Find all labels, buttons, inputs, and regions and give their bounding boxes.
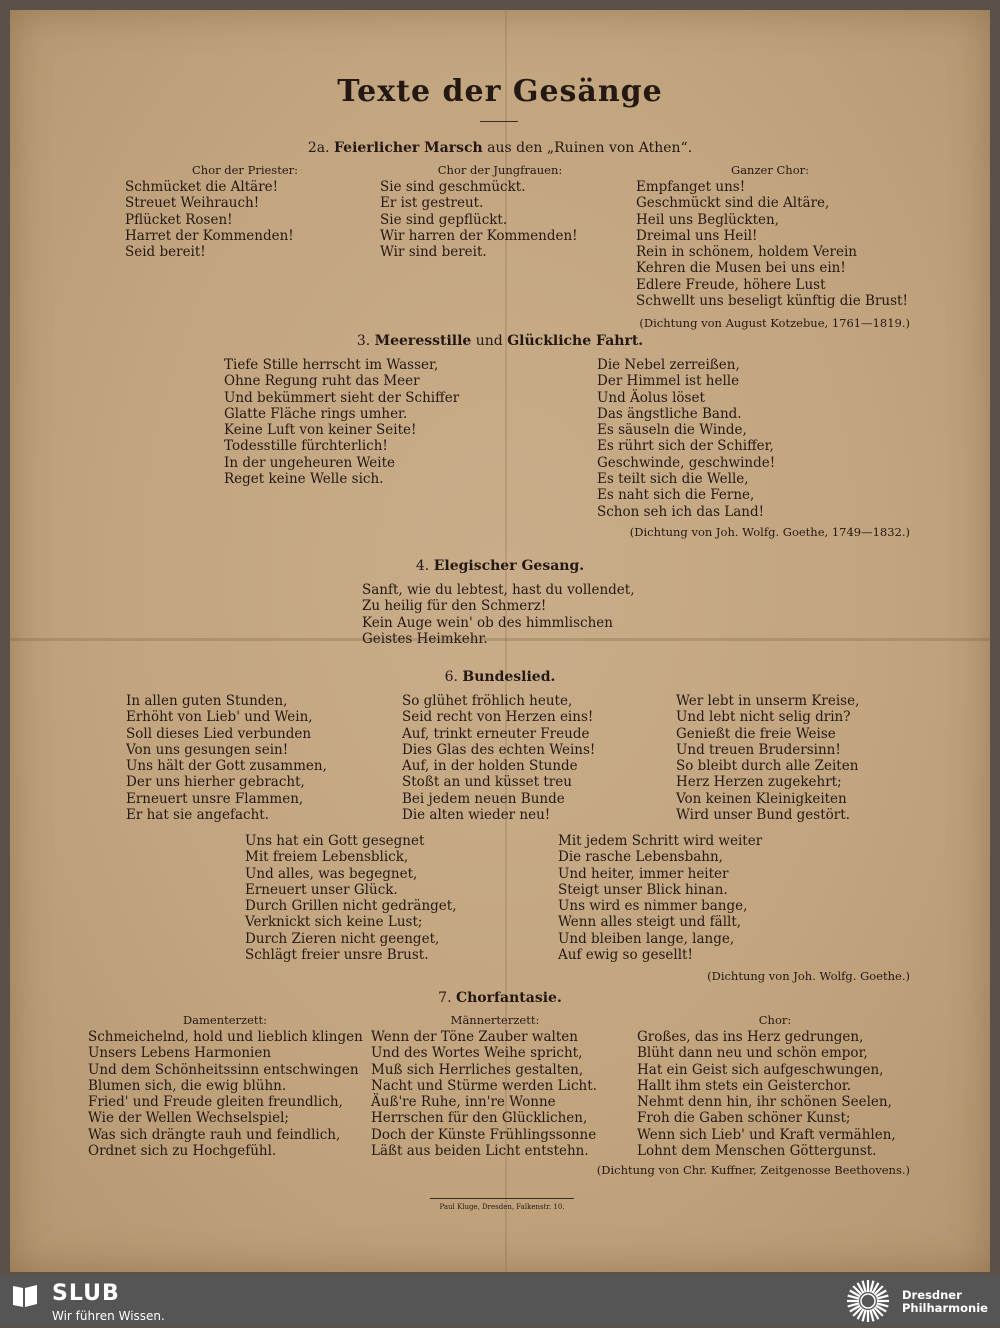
verse-line: Dies Glas des echten Weins! (402, 741, 596, 758)
title-divider (480, 121, 518, 122)
verse-line: In allen guten Stunden, (126, 693, 288, 709)
printer-imprint: Paul Kluge, Dresden, Falkenstr. 10. (430, 1198, 574, 1211)
section-name: Bundeslied. (462, 669, 556, 685)
verse-line: Doch der Künste Frühlingssonne (371, 1126, 597, 1143)
verse-block (125, 179, 294, 260)
section-3-heading (0, 333, 1000, 349)
verse-line: Blüht dann neu und schön empor, (637, 1045, 868, 1062)
verse-line: Es säuseln die Winde, (597, 422, 747, 439)
verse-line: Großes, das ins Herz gedrungen, (637, 1029, 864, 1045)
verse-line: Kehren die Musen bei uns ein! (636, 260, 846, 277)
verse-block (245, 833, 457, 963)
verse-line: Und bleiben lange, lange, (558, 930, 735, 947)
section-number: 7. (438, 990, 452, 1006)
philharmonie-name[interactable] (902, 1289, 988, 1315)
footer-bar (0, 1276, 1000, 1326)
section-number: 3. (356, 333, 371, 349)
verse-block (362, 582, 635, 647)
verse-block (88, 1029, 363, 1159)
verse-line: Was sich drängte rauh und feindlich, (88, 1126, 341, 1143)
verse-line: Hallt ihm stets ein Geisterchor. (637, 1077, 852, 1094)
verse-line: Erhöht von Lieb' und Wein, (126, 709, 313, 726)
verse-line: Durch Grillen nicht gedränget, (245, 898, 457, 915)
verse-line: Froh die Gaben schöner Kunst; (637, 1110, 851, 1127)
verse-line: Und bekümmert sieht der Schiffer (224, 389, 460, 406)
section-name: Elegischer Gesang. (433, 558, 585, 574)
verse-line: Seid bereit! (125, 244, 206, 261)
book-logo-icon[interactable] (12, 1284, 38, 1308)
verse-line: Die alten wieder neu! (402, 807, 551, 824)
section-name: Glückliche Fahrt. (507, 333, 644, 349)
verse-line: Äuß're Ruhe, inn're Wonne (371, 1094, 556, 1111)
verse-line: Von uns gesungen sein! (126, 741, 289, 758)
verse-line: Herz Herzen zugekehrt; (676, 774, 842, 791)
verse-line: Wenn alles steigt und fällt, (558, 914, 742, 931)
verse-line: Von keinen Kleinigkeiten (676, 790, 847, 807)
verse-line: Empfanget uns! (636, 179, 746, 195)
verse-line: Und alles, was begegnet, (245, 865, 418, 882)
author-credit: (Dichtung von Chr. Kuffner, Zeitgenosse Beethovens.) (596, 1163, 910, 1177)
section-conjunction: und (475, 333, 503, 349)
verse-line: Geschmückt sind die Altäre, (636, 195, 830, 212)
author-credit: (Dichtung von Joh. Wolfg. Goethe.) (707, 969, 910, 983)
author-credit: (Dichtung von August Kotzebue, 1761—1819.) (639, 316, 910, 330)
verse-line: Muß sich Herrliches gestalten, (371, 1061, 584, 1078)
verse-line: Ohne Regung ruht das Meer (224, 373, 420, 390)
page-title: Texte der Gesänge (337, 74, 663, 109)
verse-line: Harret der Kommenden! (125, 227, 294, 244)
verse-block (636, 179, 908, 309)
verse-block (676, 693, 859, 823)
verse-line: Die rasche Lebensbahn, (558, 849, 723, 866)
verse-block (224, 357, 459, 487)
verse-line: Herrschen für den Glücklichen, (371, 1110, 588, 1127)
verse-line: Sie sind geschmückt. (380, 179, 526, 195)
voice-label: Chor: (758, 1013, 792, 1027)
verse-line: Nehmt denn hin, ihr schönen Seelen, (637, 1094, 892, 1111)
verse-line: Die Nebel zerreißen, (597, 357, 740, 373)
verse-line: Uns hat ein Gott gesegnet (245, 833, 425, 849)
verse-line: Zu heilig für den Schmerz! (362, 598, 547, 615)
verse-line: Der uns hierher gebracht, (126, 774, 305, 791)
verse-line: Geistes Heimkehr. (362, 630, 488, 647)
section-name: Feierlicher Marsch (334, 140, 483, 156)
section-7-heading (0, 990, 1000, 1006)
verse-block (380, 179, 578, 260)
verse-line: Der Himmel ist helle (597, 373, 740, 390)
philharmonie-name-line1: Dresdner (902, 1288, 962, 1302)
verse-line: Mit jedem Schritt wird weiter (558, 833, 763, 849)
verse-line: Auf ewig so gesellt! (558, 947, 693, 964)
verse-line: Auf, trinkt erneuter Freude (402, 725, 590, 742)
verse-line: Sie sind gepflückt. (380, 211, 508, 228)
verse-line: Wenn sich Lieb' und Kraft vermählen, (637, 1126, 896, 1143)
verse-line: Und dem Schönheitssinn entschwingen (88, 1061, 359, 1078)
verse-line: Erneuert unser Glück. (245, 881, 398, 898)
verse-line: Geschwinde, geschwinde! (597, 454, 776, 471)
verse-line: Unsers Lebens Harmonien (88, 1045, 272, 1062)
verse-line: Wir harren der Kommenden! (380, 227, 578, 244)
verse-line: Und lebt nicht selig drin? (676, 709, 851, 726)
verse-line: Uns wird es nimmer bange, (558, 898, 748, 915)
verse-line: Nacht und Stürme werden Licht. (371, 1077, 597, 1094)
section-name: Chorfantasie. (455, 990, 562, 1006)
verse-line: Er hat sie angefacht. (126, 807, 269, 824)
verse-line: Ordnet sich zu Hochgefühl. (88, 1143, 277, 1160)
verse-line: Und treuen Brudersinn! (676, 741, 841, 758)
verse-line: Wie der Wellen Wechselspiel; (88, 1110, 289, 1127)
sunburst-logo-icon[interactable] (842, 1278, 894, 1324)
verse-line: So glühet fröhlich heute, (402, 693, 573, 709)
section-name: Meeresstille (374, 333, 472, 349)
section-number: 6. (444, 669, 458, 685)
verse-line: Schwellt uns beseligt künftig die Brust! (636, 293, 908, 310)
voice-label: Chor der Priester: (191, 163, 299, 177)
verse-line: Wir sind bereit. (380, 244, 487, 261)
verse-line: Soll dieses Lied verbunden (126, 725, 312, 742)
verse-line: Genießt die freie Weise (676, 725, 836, 742)
verse-line: So bleibt durch alle Zeiten (676, 758, 859, 775)
verse-line: Reget keine Welle sich. (224, 471, 384, 488)
verse-line: Edlere Freude, höhere Lust (636, 276, 826, 293)
section-2a-heading (0, 140, 1000, 156)
verse-block (637, 1029, 896, 1159)
verse-line: Glatte Fläche rings umher. (224, 405, 408, 422)
verse-line: Es rührt sich der Schiffer, (597, 438, 774, 455)
verse-line: Blumen sich, die ewig blühn. (88, 1077, 287, 1094)
verse-line: Mit freiem Lebensblick, (245, 849, 409, 866)
verse-line: Es teilt sich die Welle, (597, 471, 749, 488)
verse-line: Wer lebt in unserm Kreise, (676, 693, 860, 709)
verse-line: Rein in schönem, holdem Verein (636, 244, 857, 261)
verse-line: Steigt unser Blick hinan. (558, 881, 728, 898)
verse-line: Schon seh ich das Land! (597, 503, 765, 520)
verse-line: Kein Auge wein' ob des himmlischen (362, 614, 613, 631)
verse-line: Schlägt freier unsre Brust. (245, 947, 429, 964)
verse-line: Lohnt dem Menschen Göttergunst. (637, 1143, 877, 1160)
verse-line: Todesstille fürchterlich! (224, 438, 388, 455)
verse-line: Und des Wortes Weihe spricht, (371, 1045, 583, 1062)
verse-line: Durch Zieren nicht geenget, (245, 930, 440, 947)
section-4-heading (0, 558, 1000, 574)
verse-line: Pflücket Rosen! (125, 211, 233, 228)
verse-line: Heil uns Beglückten, (636, 211, 780, 228)
philharmonie-name-line2: Philharmonie (902, 1301, 988, 1315)
voice-label: Chor der Jungfrauen: (437, 163, 563, 177)
verse-line: Streuet Weihrauch! (125, 195, 260, 212)
verse-line: Schmeichelnd, hold und lieblich klingen (88, 1029, 363, 1045)
verse-line: Wenn der Töne Zauber walten (371, 1029, 578, 1045)
verse-line: Stoßt an und küsset treu (402, 774, 572, 791)
slub-tagline: Wir führen Wissen. (52, 1309, 165, 1323)
verse-block (597, 357, 775, 520)
verse-block (402, 693, 595, 823)
verse-line: Uns hält der Gott zusammen, (126, 758, 327, 775)
verse-line: Wird unser Bund gestört. (676, 807, 850, 824)
author-credit: (Dichtung von Joh. Wolfg. Goethe, 1749—1832.) (629, 525, 910, 539)
verse-block (371, 1029, 597, 1159)
verse-line: Erneuert unsre Flammen, (126, 790, 304, 807)
section-number: 2a. (307, 140, 330, 156)
verse-line: Keine Luft von keiner Seite! (224, 422, 417, 439)
verse-line: Fried' und Freude gleiten freundlich, (88, 1094, 343, 1111)
section-6-heading (0, 669, 1000, 685)
slub-name[interactable]: SLUB (52, 1281, 120, 1306)
section-number: 4. (415, 558, 430, 574)
verse-line: Es naht sich die Ferne, (597, 487, 755, 504)
section-subtitle: aus den „Ruinen von Athen“. (487, 140, 693, 156)
verse-line: Und heiter, immer heiter (558, 865, 729, 882)
verse-line: Das ängstliche Band. (597, 405, 742, 422)
verse-line: Verknickt sich keine Lust; (245, 914, 423, 931)
voice-label: Ganzer Chor: (731, 163, 809, 177)
verse-line: Bei jedem neuen Bunde (402, 790, 565, 807)
verse-line: Tiefe Stille herrscht im Wasser, (224, 357, 439, 373)
verse-block (558, 833, 762, 963)
verse-line: Er ist gestreut. (380, 195, 484, 212)
verse-line: Hat ein Geist sich aufgeschwungen, (637, 1061, 884, 1078)
voice-label: Damenterzett: (182, 1013, 268, 1027)
voice-label: Männerterzett: (450, 1013, 540, 1027)
verse-line: Seid recht von Herzen eins! (402, 709, 594, 726)
verse-line: In der ungeheuren Weite (224, 454, 396, 471)
verse-block (126, 693, 327, 823)
verse-line: Läßt aus beiden Licht entstehn. (371, 1143, 589, 1160)
verse-line: Sanft, wie du lebtest, hast du vollendet, (362, 582, 635, 598)
verse-line: Schmücket die Altäre! (125, 179, 279, 195)
verse-line: Auf, in der holden Stunde (402, 758, 578, 775)
verse-line: Und Äolus löset (597, 389, 705, 406)
verse-line: Dreimal uns Heil! (636, 227, 758, 244)
